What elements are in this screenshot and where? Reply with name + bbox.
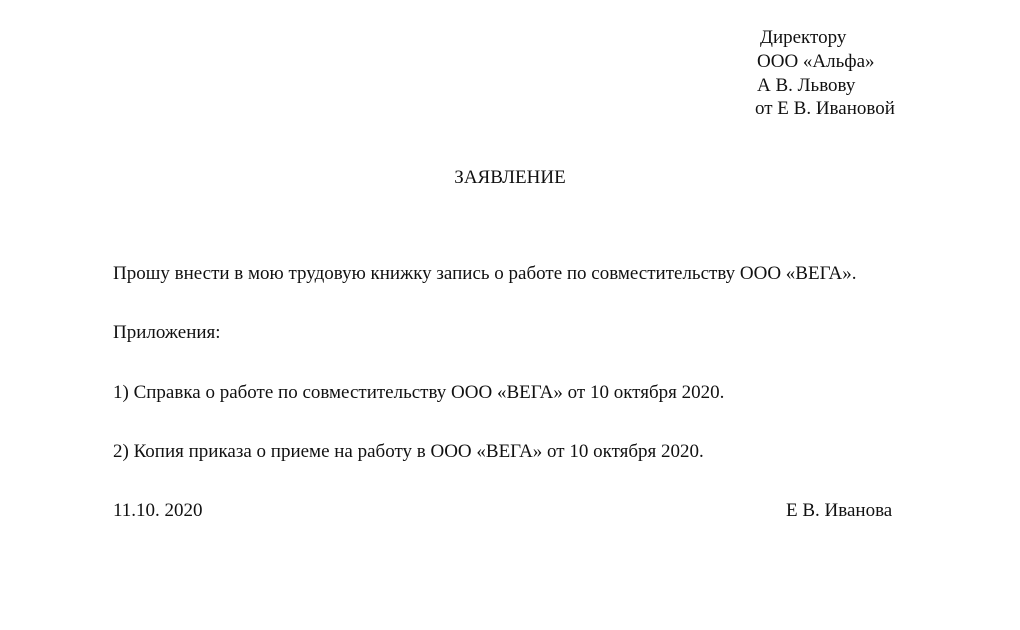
addressee-position: Директору [760, 27, 847, 48]
signature-name: Е В. Иванова [786, 500, 893, 521]
attachments-label: Приложения: [113, 322, 221, 343]
attachment-item-2: 2) Копия приказа о приеме на работу в ООО «ВЕГА» от 10 октября 2020. [113, 441, 704, 462]
addressee-company: ООО «Альфа» [757, 51, 875, 72]
document-title: ЗАЯВЛЕНИЕ [454, 167, 566, 188]
sender-name: от Е В. Ивановой [755, 98, 895, 119]
attachment-item-1: 1) Справка о работе по совместительству ООО «ВЕГА» от 10 октября 2020. [113, 382, 725, 403]
addressee-name: А В. Львову [757, 75, 856, 96]
document-date: 11.10. 2020 [113, 500, 203, 521]
request-text: Прошу внести в мою трудовую книжку запись о работе по совместительству ООО «ВЕГА». [113, 263, 857, 284]
